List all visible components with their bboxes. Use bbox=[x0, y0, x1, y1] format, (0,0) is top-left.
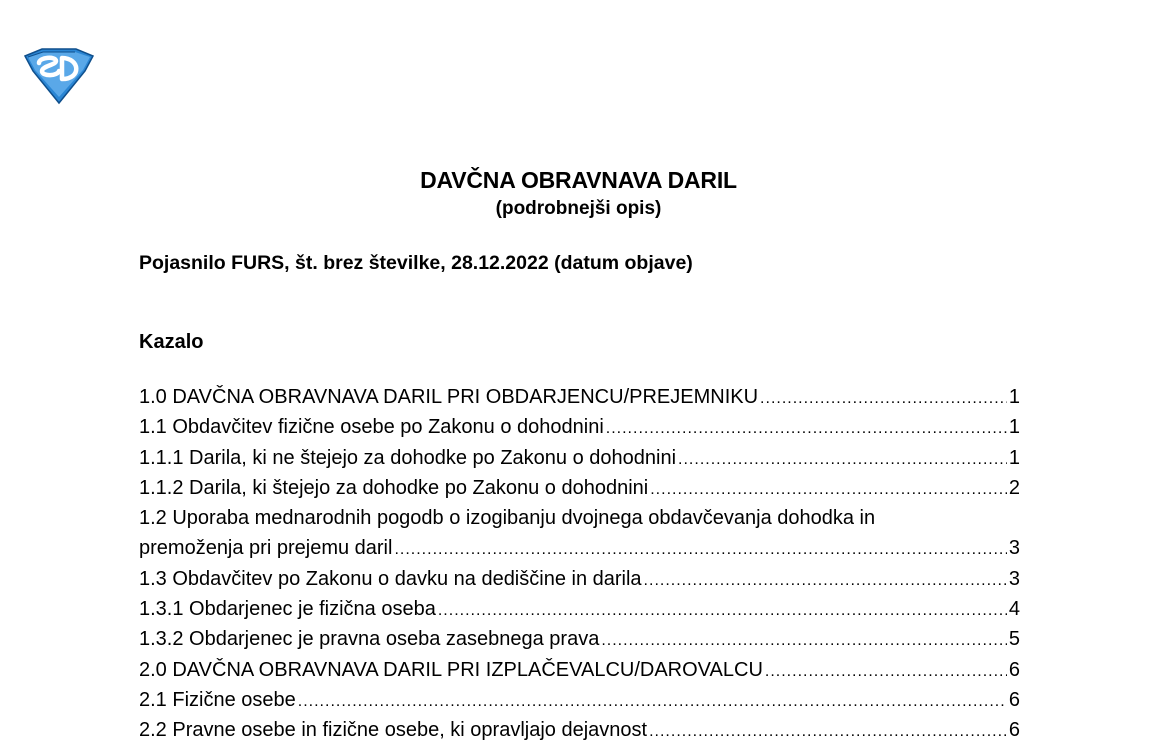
toc-entry[interactable] bbox=[139, 473, 1020, 503]
toc-leader bbox=[644, 564, 1007, 596]
table-of-contents bbox=[139, 382, 1020, 746]
document-subtitle: (podrobnejši opis) bbox=[495, 198, 662, 219]
toc-entry[interactable] bbox=[139, 443, 1020, 473]
toc-leader bbox=[298, 685, 1007, 717]
toc-entry[interactable] bbox=[139, 655, 1020, 685]
toc-entry-text: 1.3.1 Obdarjenec je fizična oseba bbox=[139, 598, 436, 621]
toc-leader bbox=[601, 624, 1007, 656]
toc-entry-text: 1.0 DAVČNA OBRAVNAVA DARIL PRI OBDARJENCU/PREJEMNIKU bbox=[139, 386, 759, 408]
toc-entry-page: 3 bbox=[1008, 567, 1020, 590]
toc-entry[interactable] bbox=[139, 564, 1020, 594]
toc-entry-page: 1 bbox=[1008, 386, 1020, 408]
toc-leader bbox=[606, 412, 1007, 444]
toc-entry-text: 1.3.2 Obdarjenec je pravna oseba zasebnega prava bbox=[139, 628, 600, 651]
toc-entry-page: 2 bbox=[1008, 476, 1020, 499]
document-reference: Pojasnilo FURS, št. brez številke, 28.12.2022 (datum objave) bbox=[139, 252, 693, 274]
toc-entry[interactable] bbox=[139, 624, 1020, 654]
toc-entry-text: 1.3 Obdavčitev po Zakonu o davku na dediščine in darila bbox=[139, 567, 642, 590]
document-title: DAVČNA OBRAVNAVA DARIL bbox=[420, 167, 737, 193]
toc-entry[interactable] bbox=[139, 412, 1020, 442]
toc-entry-page: 6 bbox=[1008, 688, 1020, 711]
toc-entry-text: 1.1.2 Darila, ki štejejo za dohodke po Zakonu o dohodnini bbox=[139, 476, 649, 499]
toc-leader bbox=[650, 473, 1007, 505]
toc-entry-text-line1[interactable]: 1.2 Uporaba mednarodnih pogodb o izogibanju dvojnega obdavčevanja dohodka in bbox=[139, 507, 876, 530]
toc-entry[interactable] bbox=[139, 715, 1020, 745]
toc-entry-text: 2.2 Pravne osebe in fizične osebe, ki opravljajo dejavnost bbox=[139, 719, 648, 742]
toc-leader bbox=[765, 655, 1007, 687]
toc-entry-page: 1 bbox=[1008, 446, 1020, 469]
toc-entry-text: 2.0 DAVČNA OBRAVNAVA DARIL PRI IZPLAČEVALCU/DAROVALCU bbox=[139, 658, 763, 681]
toc-entry-text: premoženja pri prejemu daril bbox=[139, 537, 393, 560]
toc-entry-page: 6 bbox=[1008, 658, 1020, 681]
toc-entry[interactable] bbox=[139, 382, 1020, 412]
toc-entry-page: 1 bbox=[1008, 416, 1020, 439]
toc-entry[interactable] bbox=[139, 533, 1020, 563]
toc-leader bbox=[394, 533, 1006, 565]
toc-entry-page: 4 bbox=[1008, 598, 1020, 621]
toc-entry-page: 6 bbox=[1008, 719, 1020, 742]
toc-entry-page: 5 bbox=[1008, 628, 1020, 651]
toc-heading: Kazalo bbox=[139, 331, 204, 353]
toc-leader bbox=[760, 382, 1007, 414]
toc-leader bbox=[438, 594, 1007, 626]
toc-entry-text: 1.1.1 Darila, ki ne štejejo za dohodke po Zakonu o dohodnini bbox=[139, 446, 677, 469]
logo-icon bbox=[22, 47, 96, 105]
toc-entry-page: 3 bbox=[1008, 537, 1020, 560]
toc-entry-text: 1.1 Obdavčitev fizične osebe po Zakonu o dohodnini bbox=[139, 416, 604, 439]
toc-entry[interactable] bbox=[139, 594, 1020, 624]
toc-leader bbox=[678, 443, 1007, 475]
toc-entry[interactable] bbox=[139, 685, 1020, 715]
toc-entry-text: 2.1 Fizične osebe bbox=[139, 688, 296, 711]
